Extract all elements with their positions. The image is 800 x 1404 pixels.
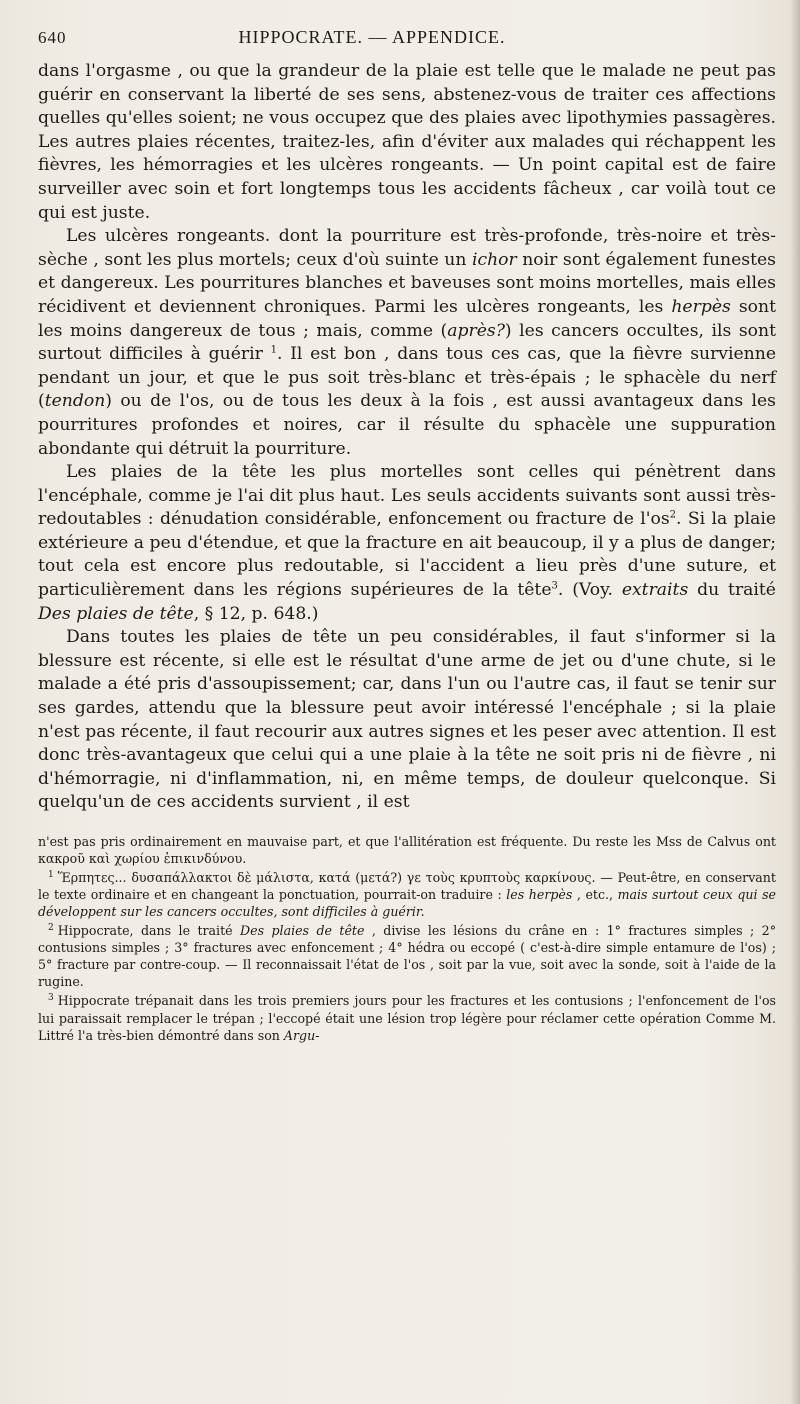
italic-term: extraits [621,580,689,601]
main-text [38,60,776,815]
paragraph-2 [38,225,776,461]
footnote-3 [38,990,776,1043]
footnote-greek: Ἕρπητες... δυσαπάλλακτοι δὲ μάλιστα, κατά (μετά?) γε τοὺς κρυπτοὺς καρκίνους. [57,870,596,886]
footnote-text: Hippocrate, dans le traité [57,923,241,939]
page-header [38,0,776,56]
italic-term: après? [447,320,505,341]
italic-term: herpès [671,296,731,317]
footnote-ref: 3 [551,580,558,592]
italic-term: tendon [44,391,106,412]
paragraph-text: dans l'orgasme , ou que la grandeur de la plaie est telle que le malade ne peut pas guérir en conservant la liberté de ses sens, abstenez-vous de traiter ces affections quelles qu'elles soient; ne vous occupez que des plaies avec lipothymies passagères. Les autres plaies récentes, traitez-les, afin d'éviter aux malades qui réchappent les fièvres, les hémorragies et les ulcères rongeants. — Un point capital est de faire surveiller avec soin et fort longtemps tous les accidents fâcheux , car voilà tout ce qui est juste. [38,61,776,223]
paragraph-text: . (Voy. [557,580,622,601]
footnote-ref: 1 [270,344,277,356]
italic-term: mais surtout ceux qui se développent sur les cancers occultes, sont difficiles à guérir. [38,887,776,920]
footnote-text: , divise les lésions du crâne en : 1° fractures simples ; 2° contusions simples ; 3° fractures avec enfoncement ; 4° hédra ou eccopé ( c'est-à-dire simple entamure de l'os) ; 5° fracture par contre-coup. — Il reconnaissait l'état de l'os , soit par la vue, soit avec la sonde, soit à l'aide de la rugine. [38,923,776,990]
paragraph-1 [38,60,776,225]
paragraph-text: , § 12, p. 648.) [193,603,319,624]
paragraph-text: noir sont également funestes et dangereux. Les pourritures blanches et baveuses sont moins mortelles, mais elles récidivent et deviennent chroniques. Parmi les ulcères rongeants, les [38,249,776,317]
paragraph-text: Les plaies de la tête les plus mortelles sont celles qui pénètrent dans l'encéphale, comme je l'ai dit plus haut. Les seuls accidents suivants sont aussi très-redoutables : dénudation considérable, enfoncement ou fracture de l'os [38,462,776,530]
page-edge-shadow [790,0,800,1404]
paragraph-text: . Il est bon , dans tous ces cas, que la fièvre survienne pendant un jour, et que le pus soit très-blanc et très-épais ; le sphacèle du nerf ( [38,344,776,412]
italic-term: Des plaies de tête [38,603,194,624]
paragraph-text: . Si la plaie extérieure a peu d'étendue, et que la fracture en ait beaucoup, il y a plus de danger; tout cela est encore plus redoutable, si l'accident a lieu près d'une suture, et particulièrement dans les régions supérieures de la tête [38,509,776,601]
footnote-text: , etc., [572,887,618,903]
italic-term: Des plaies de tête [240,923,365,939]
italic-term: ichor [471,249,517,270]
italic-term: les herpès [506,887,573,903]
footnote-continuation: n'est pas pris ordinairement en mauvaise part, et que l'allitération est fréquente. Du reste les Mss de Calvus ont κακροῦ καὶ χωρίου ἐπικινδύνου. [38,834,776,866]
paragraph-3 [38,461,776,626]
running-head: HIPPOCRATE. — APPENDICE. [238,27,506,47]
page-number: 640 [38,28,67,47]
paragraph-text: Dans toutes les plaies de tête un peu considérables, il faut s'informer si la blessure est récente, si elle est le résultat d'une arme de jet ou d'une chute, si le malade a été pris d'assoupissement; car, dans l'un ou l'autre cas, il faut se tenir sur ses gardes, attendu que la blessure peut avoir intéressé l'encéphale ; si la plaie n'est pas récente, il faut recourir aux autres signes et les peser avec attention. Il est donc très-avantageux que celui qui a une plaie à la tête ne soit pris ni de fièvre , ni d'hémorragie, ni d'inflammation, ni, en même temps, de douleur quelconque. Si quelqu'un de ces accidents survient , il est [38,627,776,813]
paragraph-text: du traité [688,580,776,601]
paragraph-text: sont les moins dangereux de tous ; mais, comme ( [38,296,776,341]
paragraph-text: ) les cancers occultes, ils sont surtout difficiles à guérir [38,320,776,365]
footnotes [38,833,776,1044]
paragraph-text: ) ou de l'os, ou de tous les deux à la fois , est aussi avantageux dans les pourritures profondes et noires, car il résulte du sphacèle une suppuration abondante qui détruit la pourriture. [38,391,776,459]
footnote-mark: 2 [48,923,54,934]
paragraph-text: Les ulcères rongeants. dont la pourriture est très-profonde, très-noire et très-sèche , sont les plus mortels; ceux d'où suinte un [38,226,776,270]
footnote-mark: 3 [48,993,54,1004]
footnote-ref: 2 [669,509,677,521]
footnote-text: Hippocrate trépanait dans les trois premiers jours pour les fractures et les contusions ; l'enfoncement de l'os lui paraissait remplacer le trépan ; l'eccopé était une lésion trop légère pour réclamer cette opération Comme M. Littré l'a très-bien démontré dans son [38,993,776,1043]
paragraph-4 [38,626,776,815]
footnote-mark: 1 [48,870,54,880]
footnote-2 [38,920,776,990]
footnote-1 [38,867,776,920]
italic-term: Argu- [283,1027,320,1043]
footnote-text: — Peut-être, en conservant le texte ordinaire et en changeant la ponctuation, pourrait-on traduire : [38,870,776,903]
